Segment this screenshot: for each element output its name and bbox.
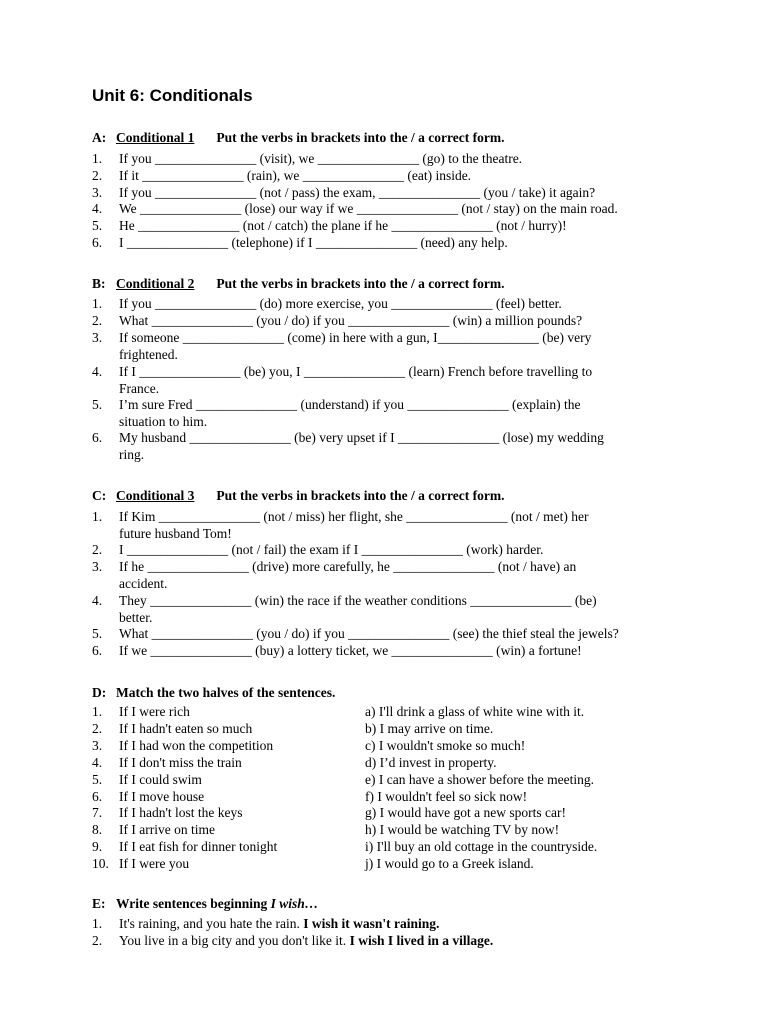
item-text: If it _______________ (rain), we _______________ (eat) inside. xyxy=(119,167,472,183)
section-letter: C: xyxy=(92,488,107,503)
item-number: 4. xyxy=(92,593,103,608)
section-d-heading xyxy=(92,684,335,701)
item-number: 1. xyxy=(92,296,103,311)
item-number: 3. xyxy=(92,559,103,574)
item-text: If someone _______________ (come) in here with a gun, I_______________ (be) very xyxy=(119,330,592,345)
item-text-continued: situation to him. xyxy=(119,413,208,429)
item-number: 2. xyxy=(92,933,103,948)
item-number: 8. xyxy=(92,822,103,838)
item-text: What _______________ (you / do) if you _______________ (win) a million pounds? xyxy=(119,313,583,328)
item-text-with-answer xyxy=(119,933,493,950)
item-number: 2. xyxy=(92,167,103,183)
example-answer: I wish it wasn't raining. xyxy=(303,916,440,931)
match-left-half: If I eat fish for dinner tonight xyxy=(119,839,278,855)
match-left-half: If I were rich xyxy=(119,704,190,719)
item-text-with-answer xyxy=(119,916,439,933)
item-number: 4. xyxy=(92,201,103,217)
section-b-heading xyxy=(92,275,504,292)
match-right-half: a) I'll drink a glass of white wine with it. xyxy=(365,704,585,719)
item-text-continued: future husband Tom! xyxy=(119,525,232,541)
item-number: 6. xyxy=(92,235,103,250)
item-number: 5. xyxy=(92,626,103,641)
item-number: 6. xyxy=(92,430,103,445)
item-number: 3. xyxy=(92,330,103,345)
item-text: My husband _______________ (be) very upset if I _______________ (lose) my wedding xyxy=(119,430,604,445)
section-letter: E: xyxy=(92,896,106,911)
match-right-half: e) I can have a shower before the meeting. xyxy=(365,771,595,787)
page-title: Unit 6: Conditionals xyxy=(92,86,253,105)
item-text: If you _______________ (do) more exercise, you _______________ (feel) better. xyxy=(119,296,562,311)
match-right-half: g) I would have got a new sports car! xyxy=(365,805,566,821)
example-answer: I wish I lived in a village. xyxy=(349,933,494,948)
item-number: 9. xyxy=(92,839,103,855)
item-text: I’m sure Fred _______________ (understand) if you _______________ (explain) the xyxy=(119,397,581,412)
section-a-heading xyxy=(92,129,504,146)
match-right-half: h) I would be watching TV by now! xyxy=(365,822,560,838)
match-right-half: f) I wouldn't feel so sick now! xyxy=(365,788,528,804)
item-number: 1. xyxy=(92,151,103,166)
section-instruction: Put the verbs in brackets into the / a correct form. xyxy=(216,130,505,145)
match-right-half: i) I'll buy an old cottage in the countryside. xyxy=(365,839,598,855)
section-name: Conditional 2 xyxy=(116,276,195,291)
item-number: 3. xyxy=(92,737,103,753)
item-text: He _______________ (not / catch) the plane if he _______________ (not / hurry)! xyxy=(119,218,567,234)
item-number: 2. xyxy=(92,720,103,736)
item-text: If I _______________ (be) you, I _______________ (learn) French before travelling to xyxy=(119,364,593,379)
section-letter: D: xyxy=(92,685,107,700)
item-text-continued: frightened. xyxy=(119,346,178,362)
item-text: I _______________ (telephone) if I _______________ (need) any help. xyxy=(119,235,508,250)
item-text: You live in a big city and you don't like it. xyxy=(119,933,347,948)
match-left-half: If I could swim xyxy=(119,771,202,787)
match-right-half: b) I may arrive on time. xyxy=(365,720,494,736)
item-number: 5. xyxy=(92,397,103,412)
match-right-half: c) I wouldn't smoke so much! xyxy=(365,737,526,753)
section-c-heading xyxy=(92,487,504,504)
match-left-half: If I were you xyxy=(119,856,190,872)
match-left-half: If I arrive on time xyxy=(119,822,215,838)
item-text-continued: ring. xyxy=(119,446,145,462)
item-number: 3. xyxy=(92,184,103,200)
item-number: 6. xyxy=(92,643,103,658)
section-instruction: Put the verbs in brackets into the / a correct form. xyxy=(216,488,505,503)
item-number: 4. xyxy=(92,364,103,379)
match-right-half: j) I would go to a Greek island. xyxy=(365,856,534,872)
item-text-continued: better. xyxy=(119,609,153,625)
item-number: 5. xyxy=(92,218,103,234)
item-number: 5. xyxy=(92,771,103,787)
match-left-half: If I hadn't lost the keys xyxy=(119,805,243,821)
item-number: 2. xyxy=(92,313,103,328)
item-text: If he _______________ (drive) more carefully, he _______________ (not / have) an xyxy=(119,559,577,574)
item-number: 2. xyxy=(92,542,103,557)
match-left-half: If I hadn't eaten so much xyxy=(119,720,253,736)
item-number: 10. xyxy=(92,856,109,872)
section-instruction: Write sentences beginning xyxy=(116,896,268,911)
section-instruction: Put the verbs in brackets into the / a correct form. xyxy=(216,276,505,291)
item-text: I _______________ (not / fail) the exam if I _______________ (work) harder. xyxy=(119,542,544,557)
item-number: 1. xyxy=(92,509,103,524)
item-text: It's raining, and you hate the rain. xyxy=(119,916,300,931)
section-instruction: Match the two halves of the sentences. xyxy=(116,685,336,700)
item-text: They _______________ (win) the race if the weather conditions _______________ (be) xyxy=(119,593,597,608)
match-right-half: d) I’d invest in property. xyxy=(365,754,497,770)
item-number: 1. xyxy=(92,916,103,931)
section-instruction-emphasis: I wish… xyxy=(270,896,319,911)
item-text-continued: accident. xyxy=(119,575,168,591)
item-number: 7. xyxy=(92,805,103,821)
item-text: What _______________ (you / do) if you _______________ (see) the thief steal the jewels? xyxy=(119,626,619,641)
section-name: Conditional 3 xyxy=(116,488,195,503)
section-letter: B: xyxy=(92,276,106,291)
item-text: If Kim _______________ (not / miss) her flight, she _______________ (not / met) her xyxy=(119,509,589,524)
section-name: Conditional 1 xyxy=(116,130,195,145)
item-text: If you _______________ (not / pass) the exam, _______________ (you / take) it again? xyxy=(119,184,596,200)
item-text: If we _______________ (buy) a lottery ticket, we _______________ (win) a fortune! xyxy=(119,643,582,658)
item-number: 1. xyxy=(92,704,103,719)
match-left-half: If I don't miss the train xyxy=(119,754,242,770)
section-letter: A: xyxy=(92,130,107,145)
section-e-heading xyxy=(92,895,318,912)
match-left-half: If I had won the competition xyxy=(119,737,274,753)
item-text-continued: France. xyxy=(119,380,160,396)
match-left-half: If I move house xyxy=(119,788,205,804)
item-text: We _______________ (lose) our way if we _______________ (not / stay) on the main road. xyxy=(119,201,618,217)
item-number: 4. xyxy=(92,754,103,770)
item-text: If you _______________ (visit), we _______________ (go) to the theatre. xyxy=(119,151,523,166)
item-number: 6. xyxy=(92,788,103,804)
